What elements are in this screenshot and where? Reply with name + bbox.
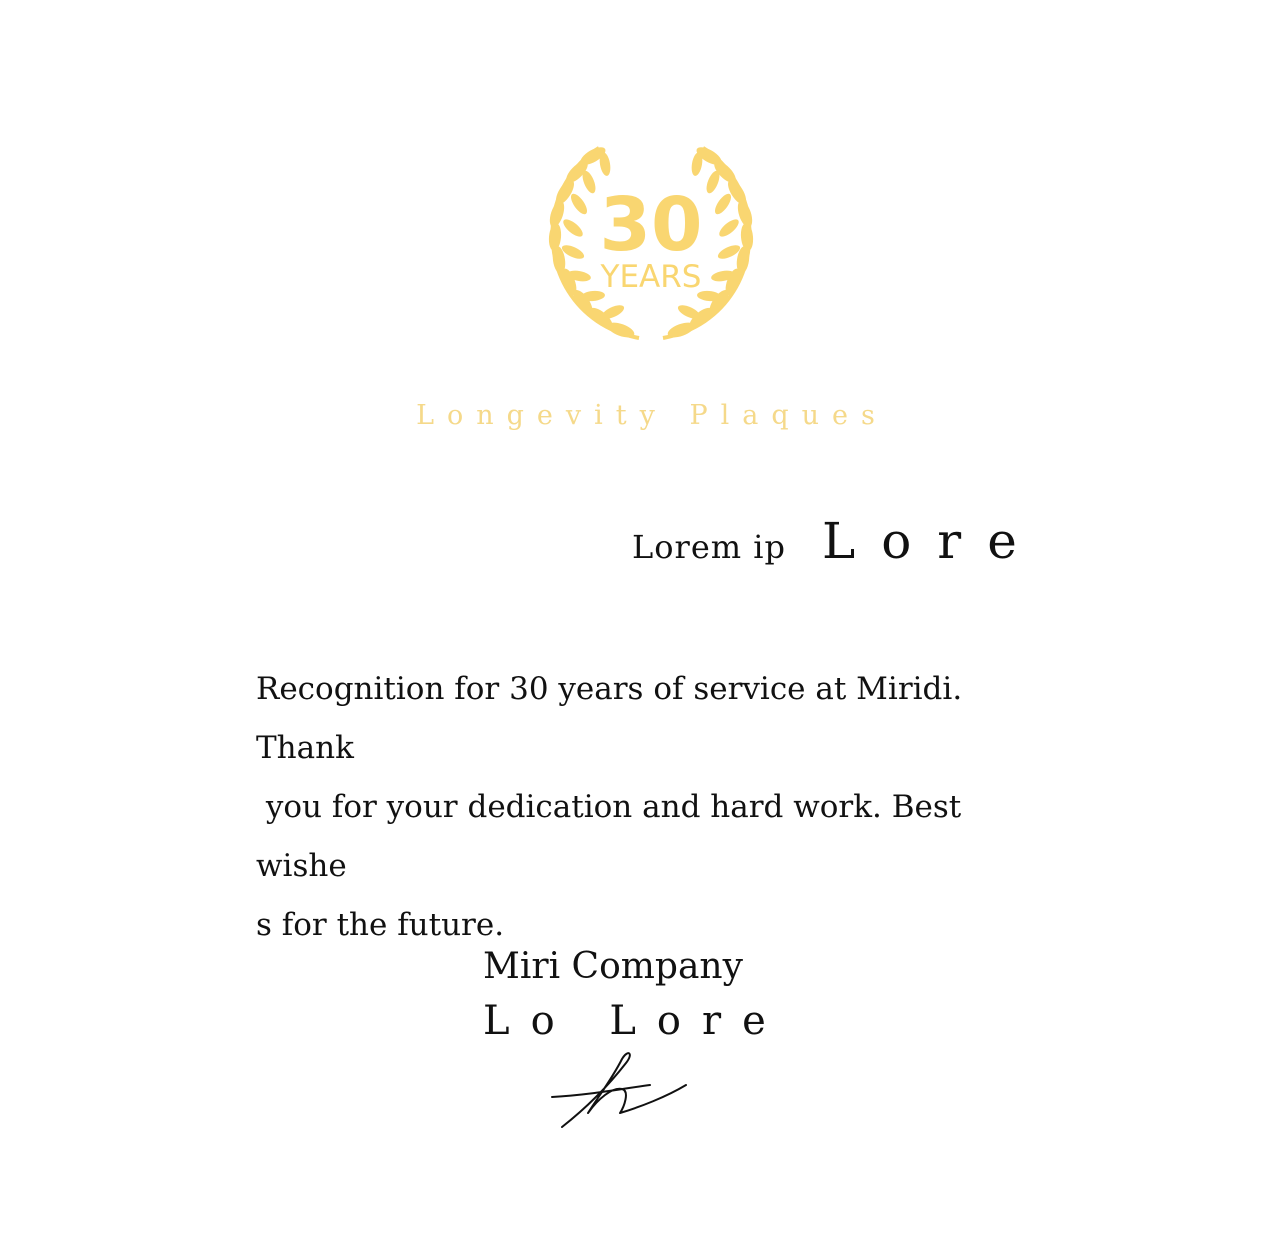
signature-icon xyxy=(550,1045,690,1133)
recipient-line xyxy=(632,512,1043,570)
emblem-word: YEARS xyxy=(600,259,702,295)
recipient-prefix: Lorem ip xyxy=(632,528,786,566)
emblem-number: 30 xyxy=(599,182,703,268)
recipient-name: Lore xyxy=(821,512,1043,570)
company-name: Miri Company xyxy=(483,946,743,987)
laurel-wreath-icon xyxy=(535,140,767,352)
presenter-name: Lo Lore xyxy=(483,998,787,1044)
recognition-message: Recognition for 30 years of service at Miridi. Thank you for your dedication and hard work. Best wishe s for the future. xyxy=(256,671,963,943)
thirty-years-laurel-emblem xyxy=(535,140,767,352)
brand-name: Longevity Plaques xyxy=(416,400,888,431)
